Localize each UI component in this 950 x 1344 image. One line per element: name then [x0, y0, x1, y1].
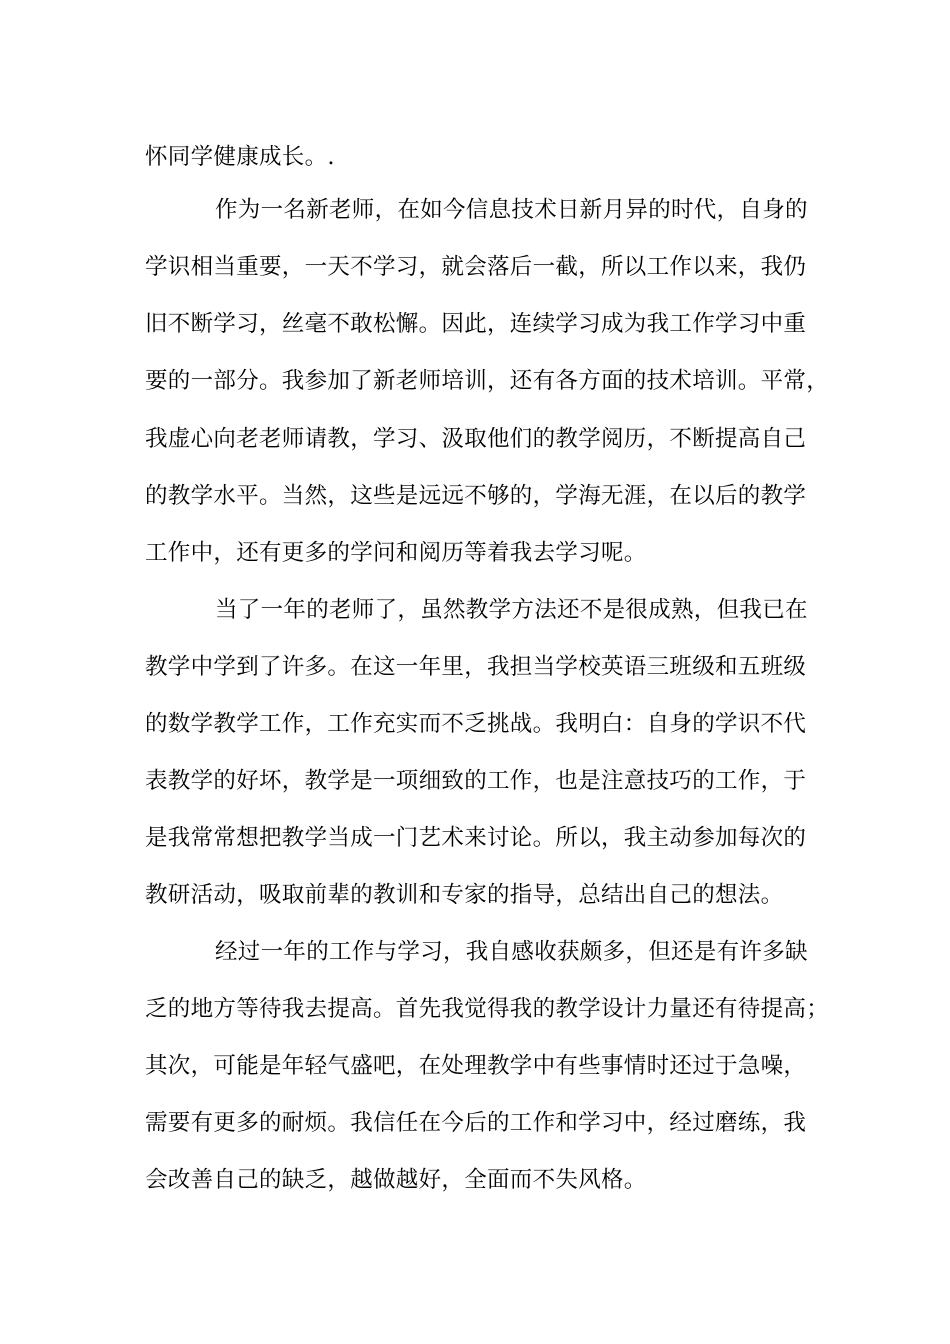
- text-line: 学识相当重要，一天不学习，就会落后一截，所以工作以来，我仍: [145, 254, 807, 280]
- text-line: 我虚心向老老师请教，学习、汲取他们的教学阅历，不断提高自己: [145, 426, 807, 452]
- text-line: 是我常常想把教学当成一门艺术来讨论。所以，我主动参加每次的: [145, 825, 807, 851]
- text-line: 需要有更多的耐烦。我信任在今后的工作和学习中，经过磨练，我: [145, 1110, 807, 1136]
- text-line: 表教学的好坏，教学是一项细致的工作，也是注意技巧的工作，于: [145, 768, 807, 794]
- paragraph-start: 经过一年的工作与学习，我自感收获颇多，但还是有许多缺: [215, 939, 808, 965]
- text-line: 乏的地方等待我去提高。首先我觉得我的教学设计力量还有待提高；: [145, 996, 830, 1022]
- text-line: 旧不断学习，丝毫不敢松懈。因此，连续学习成为我工作学习中重: [145, 311, 807, 337]
- text-line: 会改善自己的缺乏，越做越好，全面而不失风格。: [145, 1167, 647, 1193]
- paragraph-start: 作为一名新老师，在如今信息技术日新月异的时代，自身的: [215, 197, 808, 223]
- paragraph-start: 当了一年的老师了，虽然教学方法还不是很成熟，但我已在: [215, 597, 808, 623]
- text-line: 工作中，还有更多的学问和阅历等着我去学习呢。: [145, 540, 647, 566]
- text-line: 的数学教学工作，工作充实而不乏挑战。我明白：自身的学识不代: [145, 711, 807, 737]
- text-line: 教学中学到了许多。在这一年里，我担当学校英语三班级和五班级: [145, 654, 807, 680]
- text-line: 要的一部分。我参加了新老师培训，还有各方面的技术培训。平常，: [145, 368, 830, 394]
- text-line: 其次，可能是年轻气盛吧，在处理教学中有些事情时还过于急噪，: [145, 1053, 807, 1079]
- text-line: 教研活动，吸取前辈的教训和专家的指导，总结出自己的想法。: [145, 882, 784, 908]
- text-line: 怀同学健康成长。.: [145, 144, 335, 170]
- text-line: 的教学水平。当然，这些是远远不够的，学海无涯，在以后的教学: [145, 483, 807, 509]
